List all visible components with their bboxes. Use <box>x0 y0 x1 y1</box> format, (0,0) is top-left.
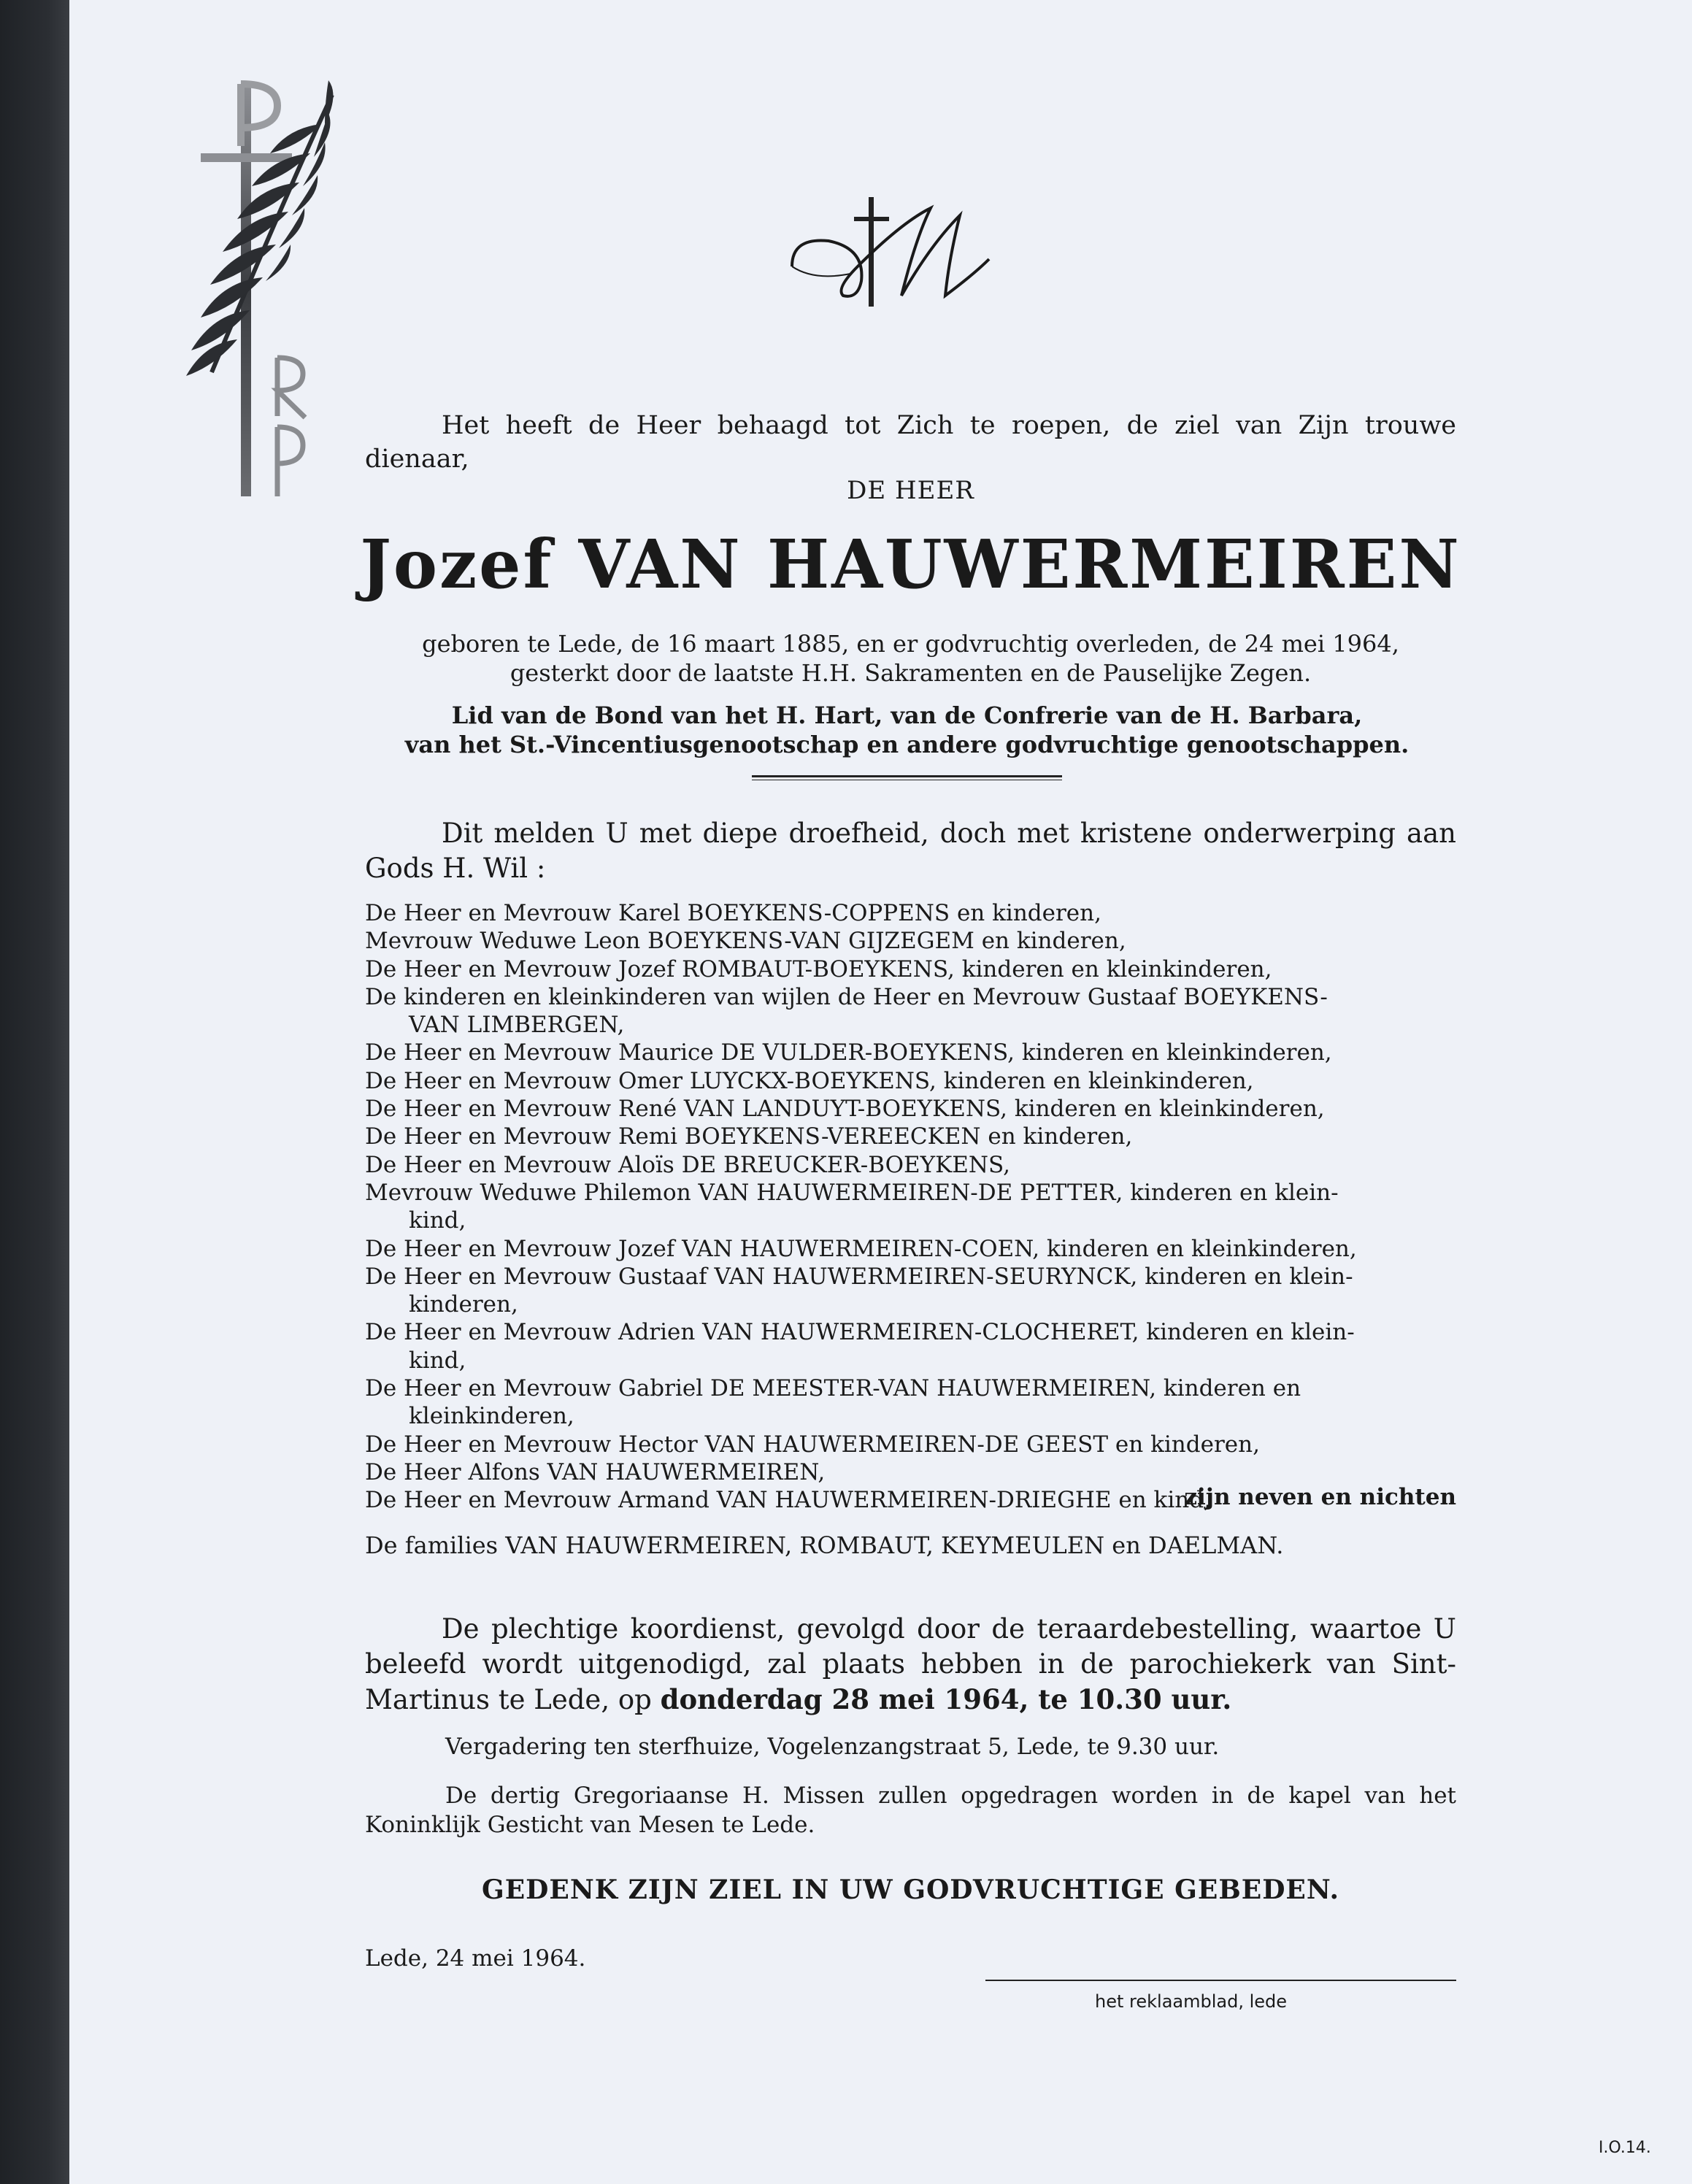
list-item: De Heer en Mevrouw Jozef ROMBAUT-BOEYKENS, kinderen en kleinkinderen, <box>365 956 1272 983</box>
family-names: De families VAN HAUWERMEIREN, ROMBAUT, KEYMEULEN en DAELMAN. <box>365 1531 1284 1559</box>
scan-dark-edge <box>0 0 69 2184</box>
signature-rule <box>985 1980 1456 1981</box>
list-item: De Heer en Mevrouw Remi BOEYKENS-VEREECKEN en kinderen, <box>365 1123 1133 1150</box>
membership-line-2: van het St.-Vincentiusgenootschap en andere godvruchtige genootschappen. <box>404 731 1410 758</box>
list-item: kind, <box>409 1347 466 1374</box>
service-text: De plechtige koordienst, gevolgd door de teraardebestelling, waartoe U beleefd wordt uitgenodigd, zal plaats hebben in de parochiekerk van Sint-Martinus te Lede, op <box>365 1613 1456 1715</box>
announcement-text: Dit melden U met diepe droefheid, doch met kristene onderwerping aan Gods H. Wil : <box>365 818 1456 884</box>
list-item: De Heer en Mevrouw Gustaaf VAN HAUWERMEIREN-SEURYNCK, kinderen en klein- <box>365 1263 1353 1290</box>
birth-line-2: gesterkt door de laatste H.H. Sakramenten en de Pauselijke Zegen. <box>509 659 1312 687</box>
deceased-name: Jozef VAN HAUWERMEIREN <box>360 525 1461 604</box>
list-item: De Heer en Mevrouw Armand VAN HAUWERMEIREN-DRIEGHE en kind, <box>365 1487 1211 1514</box>
gathering-info: Vergadering ten sterfhuize, Vogelenzangstraat 5, Lede, te 9.30 uur. <box>445 1734 1220 1760</box>
birth-line-1: geboren te Lede, de 16 maart 1885, en er godvruchtig overleden, de 24 mei 1964, <box>422 630 1399 658</box>
list-item: De Heer en Mevrouw Hector VAN HAUWERMEIREN-DE GEEST en kinderen, <box>365 1431 1260 1458</box>
divider-rule <box>752 775 1062 777</box>
list-item: VAN LIMBERGEN, <box>409 1012 625 1039</box>
list-item: De Heer en Mevrouw Gabriel DE MEESTER-VAN HAUWERMEIREN, kinderen en <box>365 1375 1301 1402</box>
document-code: I.O.14. <box>1599 2139 1651 2157</box>
printer-credit: het reklaamblad, lede <box>1095 1991 1288 2012</box>
list-item: De Heer en Mevrouw Adrien VAN HAUWERMEIREN-CLOCHERET, kinderen en klein- <box>365 1319 1355 1346</box>
service-paragraph <box>365 1612 1456 1718</box>
list-item: Mevrouw Weduwe Philemon VAN HAUWERMEIREN-DE PETTER, kinderen en klein- <box>365 1179 1339 1206</box>
list-item: De Heer en Mevrouw René VAN LANDUYT-BOEYKENS, kinderen en kleinkinderen, <box>365 1096 1325 1123</box>
remember-line: GEDENK ZIJN ZIEL IN UW GODVRUCHTIGE GEBEDEN. <box>482 1875 1339 1905</box>
membership-line-1: Lid van de Bond van het H. Hart, van de Confrerie van de H. Barbara, <box>451 701 1363 729</box>
kin-label: zijn neven en nichten <box>1184 1484 1456 1510</box>
service-date: donderdag 28 mei 1964, te 10.30 uur. <box>660 1683 1232 1715</box>
masses-text: De dertig Gregoriaanse H. Missen zullen opgedragen worden in de kapel van het Koninklijk Gesticht van Mesen te Lede. <box>365 1783 1456 1838</box>
list-item: De Heer en Mevrouw Maurice DE VULDER-BOEYKENS, kinderen en kleinkinderen, <box>365 1039 1332 1066</box>
list-item: kleinkinderen, <box>409 1403 574 1430</box>
list-item: Mevrouw Weduwe Leon BOEYKENS-VAN GIJZEGEM en kinderen, <box>365 928 1126 955</box>
list-item: De Heer en Mevrouw Jozef VAN HAUWERMEIREN-COEN, kinderen en kleinkinderen, <box>365 1235 1357 1262</box>
list-item: De Heer en Mevrouw Omer LUYCKX-BOEYKENS, kinderen en kleinkinderen, <box>365 1067 1254 1094</box>
cross-palm-emblem-icon <box>168 66 358 504</box>
list-item: De Heer en Mevrouw Aloïs DE BREUCKER-BOEYKENS, <box>365 1151 1010 1178</box>
list-item: De kinderen en kleinkinderen van wijlen de Heer en Mevrouw Gustaaf BOEYKENS- <box>365 983 1328 1010</box>
family-list <box>365 899 1456 1515</box>
birth-death-info <box>365 629 1456 688</box>
intro-text: Het heeft de Heer behaagd tot Zich te roepen, de ziel van Zijn trouwe dienaar, <box>365 411 1456 474</box>
membership-info <box>343 701 1471 759</box>
title-label: DE HEER <box>847 476 974 505</box>
cross-monogram-icon <box>785 193 1004 318</box>
list-item: De Heer en Mevrouw Karel BOEYKENS-COPPENS en kinderen, <box>365 900 1101 926</box>
masses-paragraph <box>365 1781 1456 1839</box>
place-date: Lede, 24 mei 1964. <box>365 1945 586 1972</box>
intro-paragraph <box>365 409 1456 476</box>
announcement-paragraph <box>365 816 1456 886</box>
list-item: kind, <box>409 1207 466 1234</box>
list-item: De Heer Alfons VAN HAUWERMEIREN, <box>365 1458 826 1485</box>
list-item: kinderen, <box>409 1291 518 1318</box>
